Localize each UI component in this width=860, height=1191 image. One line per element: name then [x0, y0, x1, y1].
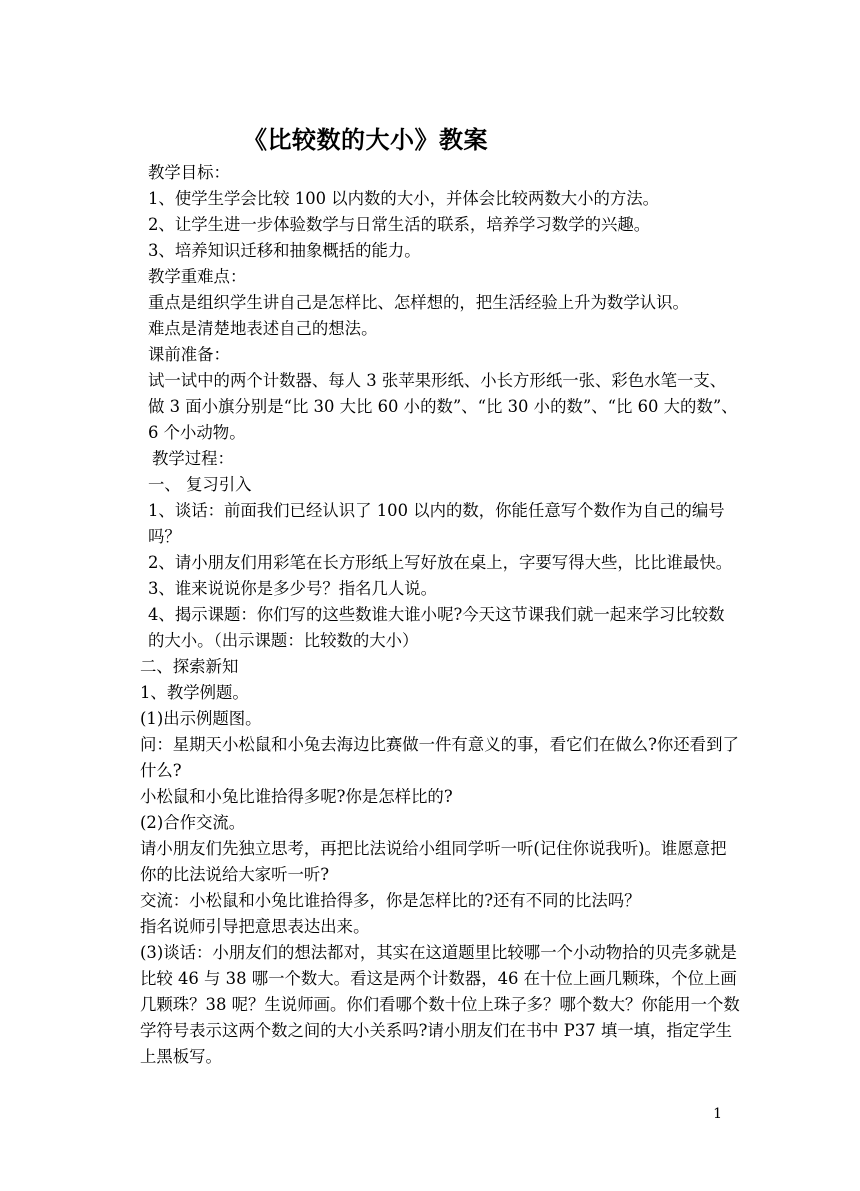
paragraph: 3、谁来说说你是多少号？指名几人说。 [148, 579, 438, 598]
section-heading-key-points: 教学重难点： [148, 267, 247, 286]
paragraph: 2、请小朋友们用彩笔在长方形纸上写好放在桌上，字要写得大些，比比谁最快。 [148, 553, 733, 572]
section-heading-teaching-goals: 教学目标： [148, 163, 230, 182]
paragraph: 小松鼠和小兔比谁拾得多呢?你是怎样比的? [140, 787, 453, 806]
paragraph: 1、谈话：前面我们已经认识了 100 以内的数，你能任意写个数作为自己的编号吗？ [148, 501, 725, 546]
paragraph: 试一试中的两个计数器、每人 3 张苹果形纸、小长方形纸一张、彩色水笔一支、做 3 面小旗分别是“比 30 大比 60 小的数”、“比 30 小的数”、“比 60 大的数”、6 个小动物。 [148, 371, 738, 442]
paragraph: 4、揭示课题：你们写的这些数谁大谁小呢?今天这节课我们就一起来学习比较数的大小。（出示课题：比较数的大小） [148, 605, 725, 650]
paragraph: 重点是组织学生讲自己是怎样比、怎样想的，把生活经验上升为数学认识。 [148, 293, 689, 312]
paragraph: (3)谈话：小朋友们的想法都对，其实在这道题里比较哪一个小动物拾的贝壳多就是比较 46 与 38 哪一个数大。看这是两个计数器，46 在十位上画几颗珠，个位上画几颗珠？38 呢？生说师画。你们看哪个数十位上珠子多？哪个数大？你能用一个数学符号表示这两个数之间的大小关系吗?请小朋友们在书中 P37 填一填，指定学生上黑板写。 [140, 943, 740, 1066]
paragraph: 1、使学生学会比较 100 以内数的大小，并体会比较两数大小的方法。 [148, 189, 660, 208]
section-heading-preparation: 课前准备： [148, 345, 230, 364]
paragraph: 3、培养知识迁移和抽象概括的能力。 [148, 241, 421, 260]
paragraph: 问：星期天小松鼠和小兔去海边比赛做一件有意义的事，看它们在做么?你还看到了什么? [140, 735, 739, 780]
paragraph: 难点是清楚地表述自己的想法。 [148, 319, 378, 338]
paragraph: 交流：小松鼠和小兔比谁拾得多，你是怎样比的?还有不同的比法吗？ [140, 891, 641, 910]
paragraph: 指名说师引导把意思表达出来。 [140, 917, 370, 936]
paragraph: 1、教学例题。 [140, 683, 249, 702]
paragraph: (2)合作交流。 [140, 813, 246, 832]
section-heading-new-knowledge: 二、探索新知 [140, 657, 239, 676]
page-number: 1 [713, 1106, 722, 1122]
section-heading-review: 一、 复习引入 [148, 475, 252, 494]
paragraph: 2、让学生进一步体验数学与日常生活的联系，培养学习数学的兴趣。 [148, 215, 651, 234]
paragraph: (1)出示例题图。 [140, 709, 262, 728]
section-heading-process: 教学过程： [152, 449, 234, 468]
paragraph: 请小朋友们先独立思考，再把比法说给小组同学听一听(记住你说我听)。谁愿意把你的比法说给大家听一听? [140, 839, 727, 884]
document-body [140, 160, 740, 1070]
document-title: 《比较数的大小》教案 [243, 125, 488, 154]
